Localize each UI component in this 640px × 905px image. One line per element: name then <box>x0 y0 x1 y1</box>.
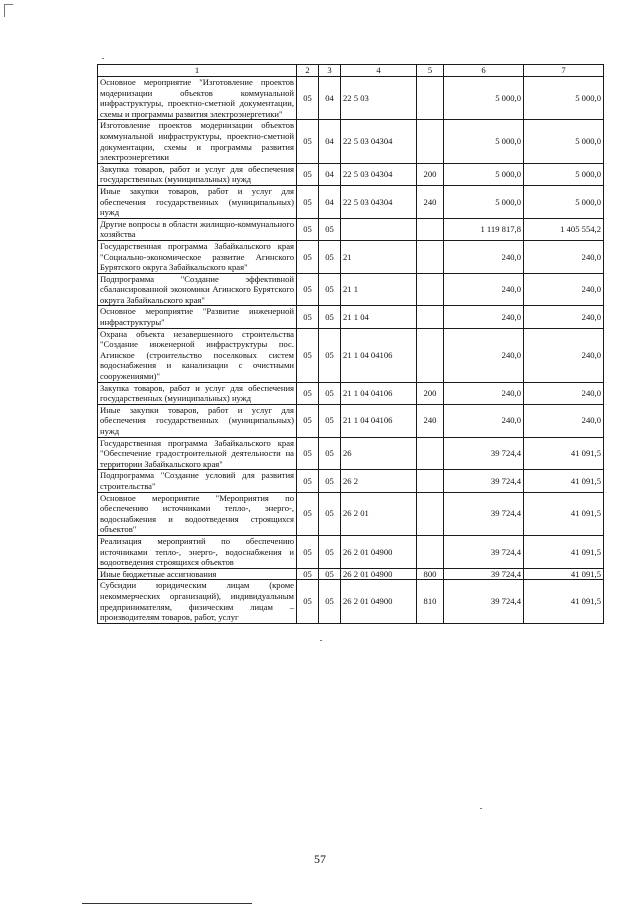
amount-year-1: 240,0 <box>444 404 524 437</box>
row-description: Государственная программа Забайкальского края "Обеспечение градостроительной деятельности на территории Забайкальского края" <box>98 437 297 470</box>
section-code: 05 <box>297 185 319 218</box>
subsection-code: 05 <box>319 535 341 568</box>
subsection-code: 05 <box>319 273 341 306</box>
subsection-code: 05 <box>319 404 341 437</box>
section-code: 05 <box>297 470 319 492</box>
table-row <box>98 77 604 120</box>
target-article-code: 26 <box>341 437 417 470</box>
amount-year-1: 240,0 <box>444 240 524 273</box>
row-description: Охрана объекта незавершенного строительства "Создание инженерной инфраструктуры пос. Агинское (строительство поселковых систем водоснабжения и канализации с очистными сооружениями)" <box>98 328 297 382</box>
subsection-code: 05 <box>319 437 341 470</box>
amount-year-2: 41 091,5 <box>524 580 604 623</box>
row-description: Основное мероприятие "Изготовление проектов модернизации объектов коммунальной инфраструктуры, проектно-сметной документации, схемы и программы развития электроэнергетики" <box>98 77 297 120</box>
table-body <box>98 77 604 624</box>
amount-year-1: 39 724,4 <box>444 470 524 492</box>
amount-year-2: 41 091,5 <box>524 470 604 492</box>
header-cell: 4 <box>341 65 417 77</box>
row-description: Иные закупки товаров, работ и услуг для обеспечения государственных (муниципальных) нужд <box>98 185 297 218</box>
table-row <box>98 437 604 470</box>
amount-year-2: 240,0 <box>524 306 604 328</box>
amount-year-2: 1 405 554,2 <box>524 218 604 240</box>
expense-type-code <box>417 328 444 382</box>
target-article-code: 21 <box>341 240 417 273</box>
amount-year-1: 5 000,0 <box>444 163 524 185</box>
amount-year-1: 39 724,4 <box>444 535 524 568</box>
row-description: Иные бюджетные ассигнования <box>98 568 297 580</box>
header-cell: 6 <box>444 65 524 77</box>
page-number: 57 <box>314 852 326 866</box>
table-row <box>98 306 604 328</box>
row-description: Государственная программа Забайкальского края "Социально-экономическое развитие Агинского Бурятского округа Забайкальского края" <box>98 240 297 273</box>
expense-type-code <box>417 470 444 492</box>
amount-year-2: 240,0 <box>524 273 604 306</box>
amount-year-1: 240,0 <box>444 382 524 404</box>
table-row <box>98 580 604 623</box>
table-row <box>98 328 604 382</box>
section-code: 05 <box>297 382 319 404</box>
subsection-code: 05 <box>319 328 341 382</box>
target-article-code: 26 2 01 04900 <box>341 568 417 580</box>
amount-year-1: 39 724,4 <box>444 568 524 580</box>
expense-type-code <box>417 492 444 535</box>
expense-type-code <box>417 535 444 568</box>
header-cell: 1 <box>98 65 297 77</box>
amount-year-2: 5 000,0 <box>524 163 604 185</box>
amount-year-1: 240,0 <box>444 273 524 306</box>
amount-year-1: 5 000,0 <box>444 185 524 218</box>
amount-year-2: 240,0 <box>524 382 604 404</box>
table-row <box>98 404 604 437</box>
amount-year-1: 240,0 <box>444 328 524 382</box>
scan-speck <box>102 58 104 59</box>
table-row <box>98 240 604 273</box>
table-row <box>98 218 604 240</box>
expense-type-code: 200 <box>417 382 444 404</box>
section-code: 05 <box>297 328 319 382</box>
amount-year-1: 240,0 <box>444 306 524 328</box>
section-code: 05 <box>297 492 319 535</box>
subsection-code: 04 <box>319 163 341 185</box>
table-row <box>98 535 604 568</box>
amount-year-1: 5 000,0 <box>444 77 524 120</box>
expense-type-code: 200 <box>417 163 444 185</box>
row-description: Подпрограмма "Создание условий для развития строительства" <box>98 470 297 492</box>
section-code: 05 <box>297 306 319 328</box>
target-article-code: 26 2 01 04900 <box>341 580 417 623</box>
row-description: Закупка товаров, работ и услуг для обеспечения государственных (муниципальных) нужд <box>98 382 297 404</box>
amount-year-2: 41 091,5 <box>524 437 604 470</box>
subsection-code: 04 <box>319 120 341 163</box>
row-description: Иные закупки товаров, работ и услуг для обеспечения государственных (муниципальных) нужд <box>98 404 297 437</box>
section-code: 05 <box>297 240 319 273</box>
section-code: 05 <box>297 77 319 120</box>
header-cell: 3 <box>319 65 341 77</box>
section-code: 05 <box>297 218 319 240</box>
target-article-code: 22 5 03 04304 <box>341 120 417 163</box>
header-cell: 7 <box>524 65 604 77</box>
amount-year-2: 240,0 <box>524 240 604 273</box>
amount-year-2: 240,0 <box>524 328 604 382</box>
amount-year-1: 39 724,4 <box>444 437 524 470</box>
amount-year-2: 41 091,5 <box>524 535 604 568</box>
table-row <box>98 273 604 306</box>
subsection-code: 05 <box>319 306 341 328</box>
table-row <box>98 492 604 535</box>
expense-type-code <box>417 77 444 120</box>
header-row <box>98 65 604 77</box>
target-article-code: 21 1 <box>341 273 417 306</box>
amount-year-1: 39 724,4 <box>444 492 524 535</box>
scan-speck <box>320 640 322 641</box>
footnote-rule <box>82 903 252 904</box>
row-description: Изготовление проектов модернизации объектов коммунальной инфраструктуры, проектно-сметной документации, схемы и программы развития электроэнергетики <box>98 120 297 163</box>
expense-type-code: 810 <box>417 580 444 623</box>
budget-table <box>97 64 604 624</box>
table-row <box>98 163 604 185</box>
subsection-code: 05 <box>319 568 341 580</box>
expense-type-code <box>417 218 444 240</box>
section-code: 05 <box>297 437 319 470</box>
target-article-code: 22 5 03 04304 <box>341 185 417 218</box>
target-article-code: 26 2 01 <box>341 492 417 535</box>
subsection-code: 05 <box>319 382 341 404</box>
expense-type-code <box>417 273 444 306</box>
section-code: 05 <box>297 568 319 580</box>
table-row <box>98 470 604 492</box>
expense-type-code <box>417 437 444 470</box>
expense-type-code: 240 <box>417 404 444 437</box>
amount-year-2: 240,0 <box>524 404 604 437</box>
target-article-code: 21 1 04 04106 <box>341 404 417 437</box>
amount-year-2: 5 000,0 <box>524 77 604 120</box>
amount-year-1: 5 000,0 <box>444 120 524 163</box>
row-description: Субсидии юридическим лицам (кроме некоммерческих организаций), индивидуальным предпринимателям, физическим лицам – производителям товаров, работ, услуг <box>98 580 297 623</box>
expense-type-code <box>417 120 444 163</box>
table-row <box>98 382 604 404</box>
subsection-code: 05 <box>319 580 341 623</box>
section-code: 05 <box>297 273 319 306</box>
amount-year-2: 41 091,5 <box>524 492 604 535</box>
section-code: 05 <box>297 163 319 185</box>
amount-year-2: 5 000,0 <box>524 185 604 218</box>
amount-year-1: 39 724,4 <box>444 580 524 623</box>
target-article-code: 22 5 03 04304 <box>341 163 417 185</box>
amount-year-2: 41 091,5 <box>524 568 604 580</box>
section-code: 05 <box>297 120 319 163</box>
row-description: Реализация мероприятий по обеспечению источниками тепло-, энерго-, водоснабжения и водоотведения строящихся объектов <box>98 535 297 568</box>
header-cell: 5 <box>417 65 444 77</box>
subsection-code: 04 <box>319 77 341 120</box>
target-article-code: 26 2 <box>341 470 417 492</box>
table-row <box>98 568 604 580</box>
row-description: Подпрограмма "Создание эффективной сбалансированной экономики Агинского Бурятского округа Забайкальского края" <box>98 273 297 306</box>
target-article-code <box>341 218 417 240</box>
row-description: Основное мероприятие "Развитие инженерной инфраструктуры" <box>98 306 297 328</box>
row-description: Другие вопросы в области жилищно-коммунального хозяйства <box>98 218 297 240</box>
expense-type-code: 240 <box>417 185 444 218</box>
scan-corner-mark <box>4 4 13 17</box>
target-article-code: 21 1 04 04106 <box>341 382 417 404</box>
row-description: Основное мероприятие "Мероприятия по обеспечению источниками тепло-, энерго-, водоснабжения и водоотведения строящихся объектов" <box>98 492 297 535</box>
target-article-code: 26 2 01 04900 <box>341 535 417 568</box>
table-row <box>98 120 604 163</box>
subsection-code: 05 <box>319 492 341 535</box>
target-article-code: 22 5 03 <box>341 77 417 120</box>
expense-type-code <box>417 306 444 328</box>
subsection-code: 05 <box>319 218 341 240</box>
target-article-code: 21 1 04 04106 <box>341 328 417 382</box>
scan-speck <box>480 808 482 809</box>
table-row <box>98 185 604 218</box>
amount-year-1: 1 119 817,8 <box>444 218 524 240</box>
row-description: Закупка товаров, работ и услуг для обеспечения государственных (муниципальных) нужд <box>98 163 297 185</box>
expense-type-code <box>417 240 444 273</box>
header-cell: 2 <box>297 65 319 77</box>
subsection-code: 05 <box>319 240 341 273</box>
subsection-code: 04 <box>319 185 341 218</box>
target-article-code: 21 1 04 <box>341 306 417 328</box>
expense-type-code: 800 <box>417 568 444 580</box>
section-code: 05 <box>297 535 319 568</box>
section-code: 05 <box>297 580 319 623</box>
section-code: 05 <box>297 404 319 437</box>
subsection-code: 05 <box>319 470 341 492</box>
amount-year-2: 5 000,0 <box>524 120 604 163</box>
